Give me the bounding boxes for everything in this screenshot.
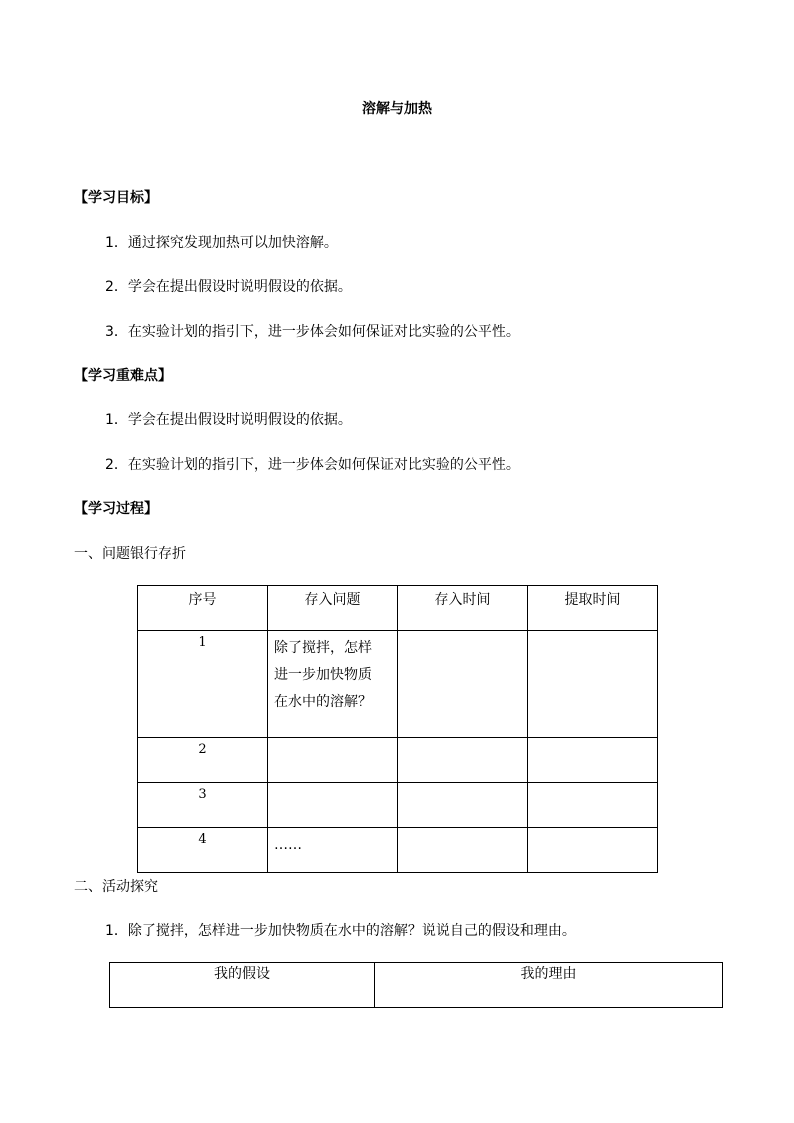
row-number: 3 (138, 783, 268, 828)
row-deposit-time (398, 631, 528, 738)
table-row (138, 828, 658, 873)
header-cell-question: 存入问题 (268, 586, 398, 631)
row-question (268, 783, 398, 828)
row-withdraw-time (528, 738, 658, 783)
row-withdraw-time (528, 631, 658, 738)
key-point-item-2: 2．在实验计划的指引下，进一步体会如何保证对比实验的公平性。 (105, 457, 520, 473)
row-number: 4 (138, 828, 268, 873)
question-bank-table (137, 585, 658, 873)
part2-heading: 二、活动探究 (74, 879, 158, 895)
row-question (268, 738, 398, 783)
key-point-item-1: 1．学会在提出假设时说明假设的依据。 (105, 412, 352, 428)
question-line: 除了搅拌，怎样 (274, 640, 372, 656)
row-deposit-time (398, 738, 528, 783)
goal-item-3: 3．在实验计划的指引下，进一步体会如何保证对比实验的公平性。 (105, 324, 520, 340)
process-heading: 【学习过程】 (74, 501, 158, 517)
row-withdraw-time (528, 783, 658, 828)
table-row (138, 738, 658, 783)
table-row (138, 631, 658, 738)
table-header-row (110, 963, 723, 1008)
header-cell-withdraw-time: 提取时间 (528, 586, 658, 631)
question-line: 在水中的溶解？ (274, 694, 372, 710)
row-number: 2 (138, 738, 268, 783)
goals-heading: 【学习目标】 (74, 190, 158, 206)
page-title: 溶解与加热 (362, 101, 432, 117)
row-number: 1 (138, 631, 268, 738)
goal-item-1: 1．通过探究发现加热可以加快溶解。 (105, 235, 338, 251)
row-deposit-time (398, 783, 528, 828)
row-question: …… (268, 828, 398, 873)
row-withdraw-time (528, 828, 658, 873)
goal-item-2: 2．学会在提出假设时说明假设的依据。 (105, 279, 352, 295)
header-cell-deposit-time: 存入时间 (398, 586, 528, 631)
row-question (268, 631, 398, 738)
part2-item-1: 1．除了搅拌，怎样进一步加快物质在水中的溶解？说说自己的假设和理由。 (105, 923, 576, 939)
part1-heading: 一、问题银行存折 (74, 546, 186, 562)
hypothesis-table (109, 962, 723, 1008)
header-cell-number: 序号 (138, 586, 268, 631)
table-row (138, 783, 658, 828)
header-cell-hypothesis: 我的假设 (110, 963, 375, 1008)
row-deposit-time (398, 828, 528, 873)
key-points-heading: 【学习重难点】 (74, 368, 172, 384)
question-line: 进一步加快物质 (274, 667, 372, 683)
header-cell-reason: 我的理由 (375, 963, 723, 1008)
table-header-row (138, 586, 658, 631)
